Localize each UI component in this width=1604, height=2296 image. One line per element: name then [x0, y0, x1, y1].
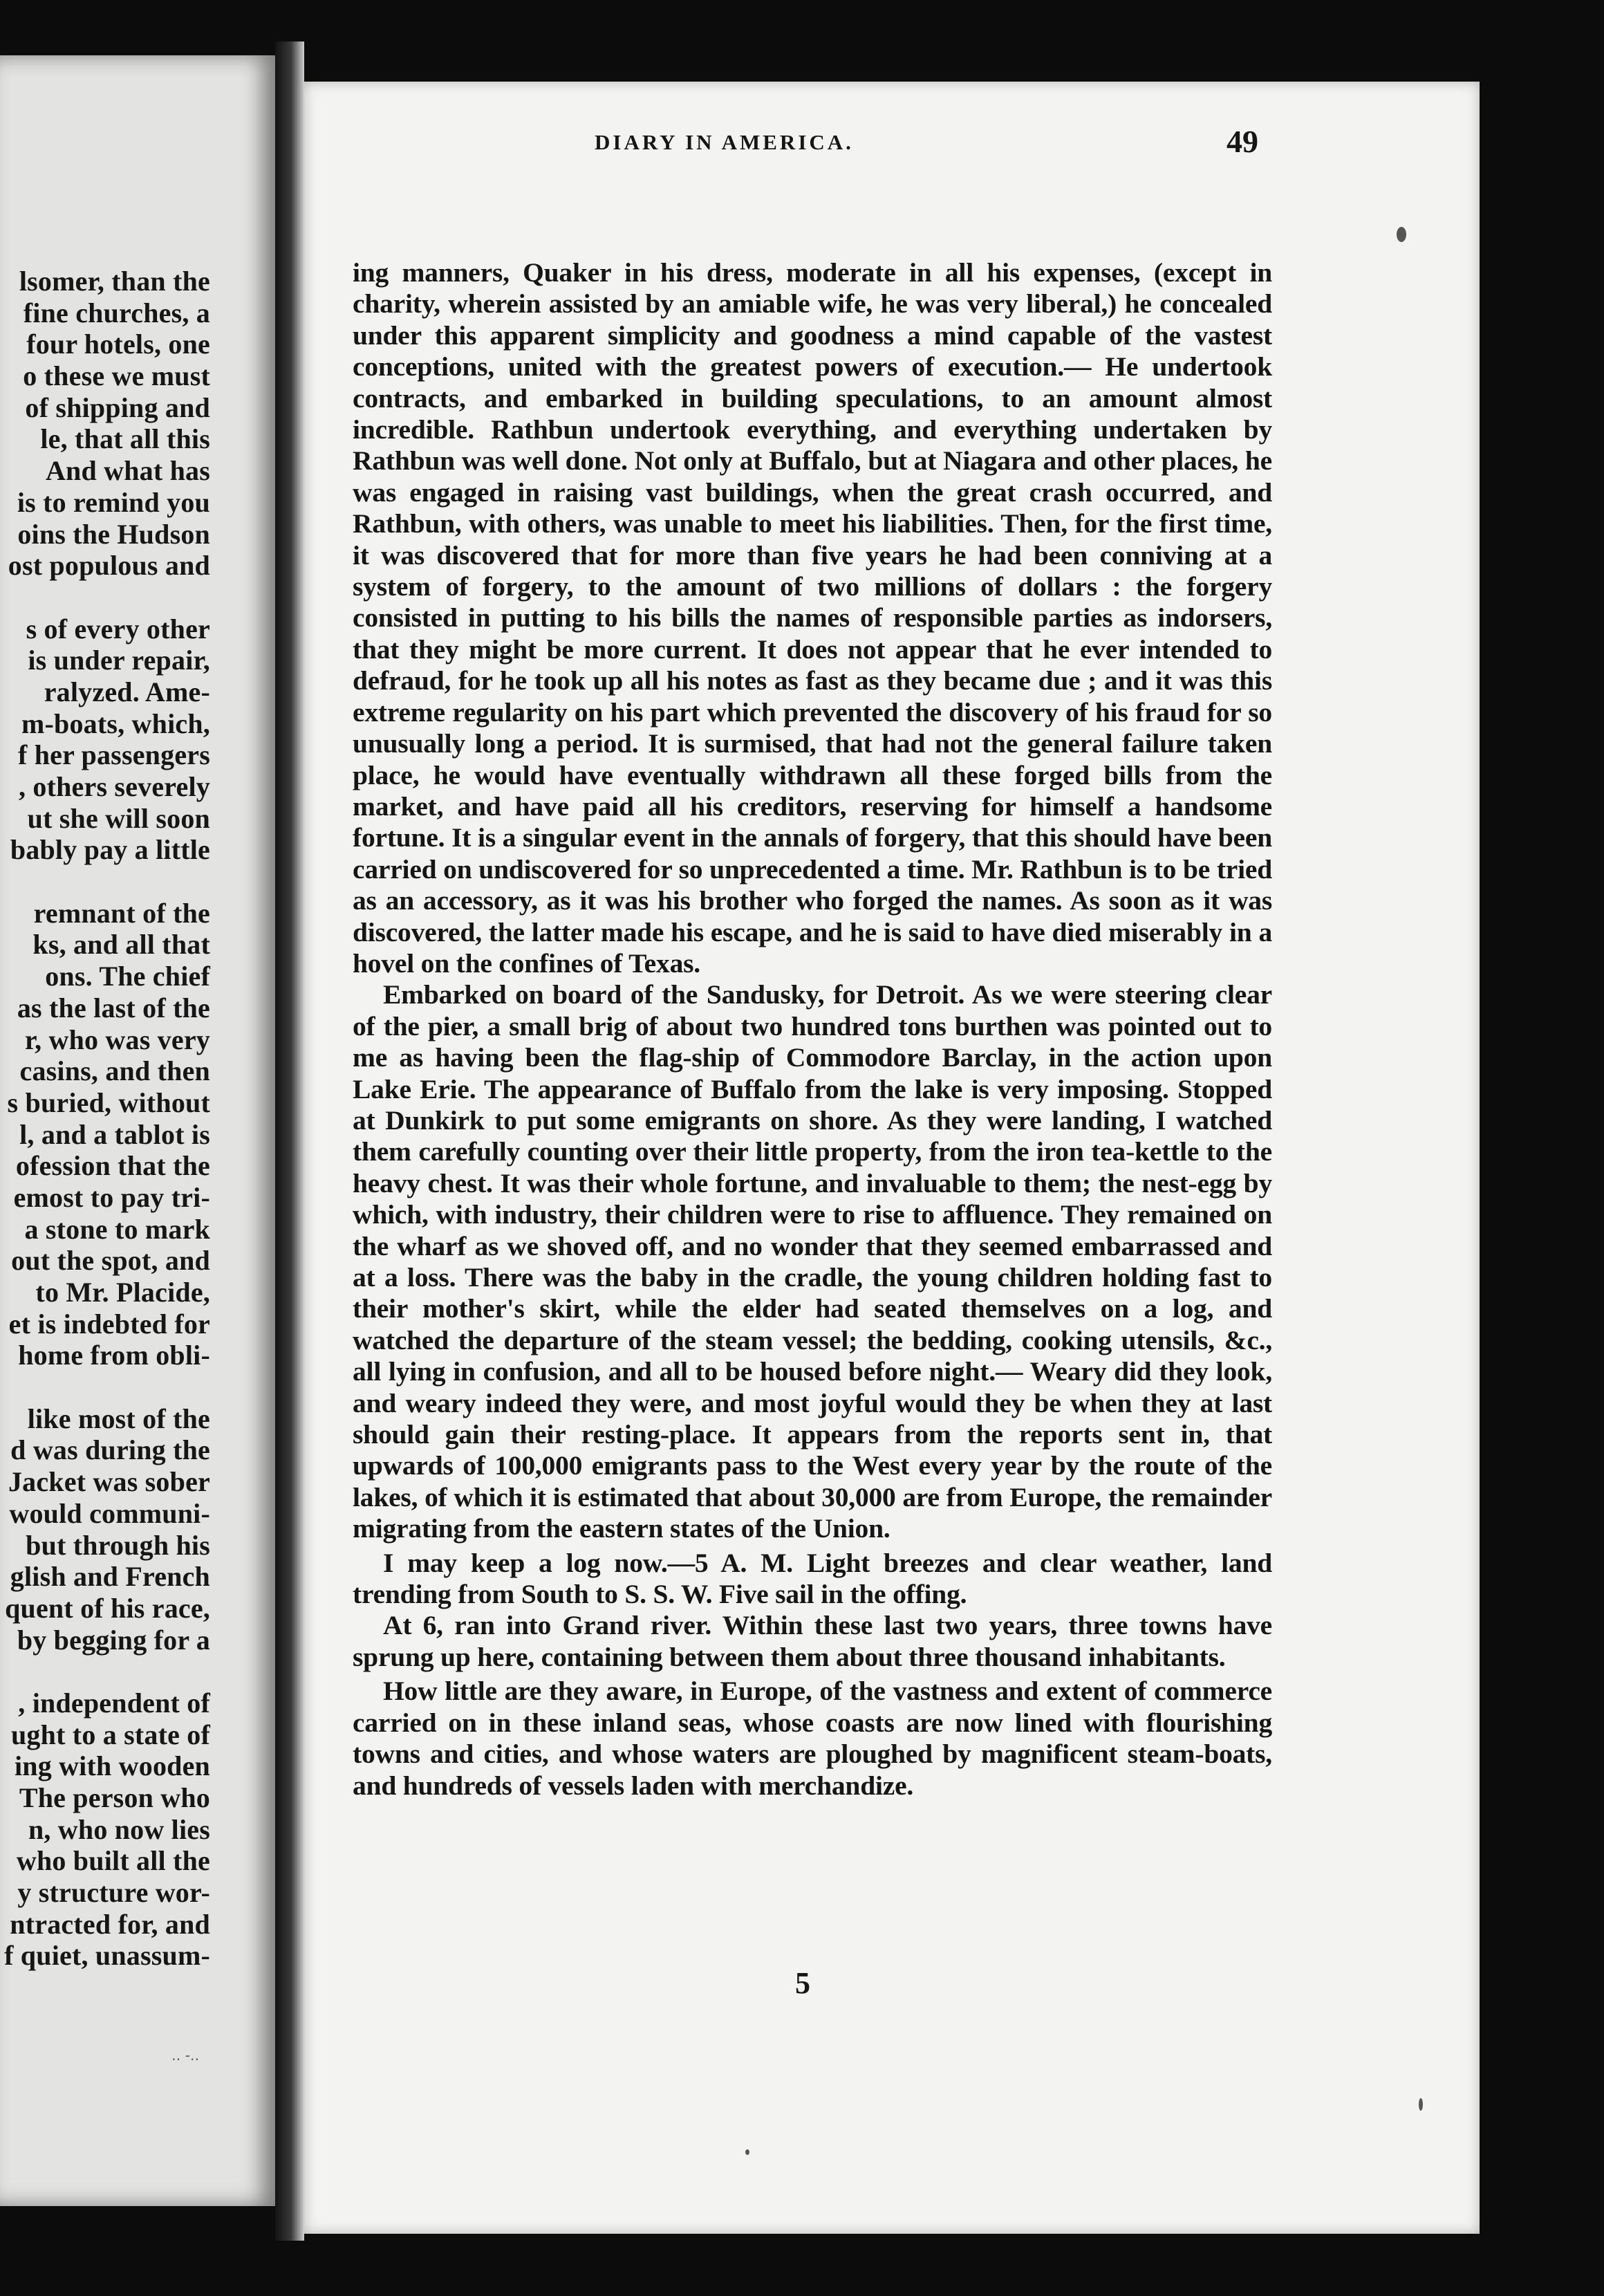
left-page-line: ofession that the	[15, 1150, 210, 1182]
left-page-line: ralyzed. Ame-	[44, 676, 210, 707]
page-speck	[1419, 2098, 1423, 2111]
left-page-line: of shipping and	[25, 391, 210, 423]
left-page-line: by begging for a	[17, 1624, 210, 1656]
left-page-line: l, and a tablot is	[19, 1118, 210, 1150]
left-page-line: glish and French	[10, 1561, 210, 1593]
left-page-line: who built all the	[16, 1845, 210, 1877]
left-page-line: is to remind you	[17, 486, 210, 518]
left-page-line: y structure wor-	[17, 1877, 210, 1909]
left-page-line: ost populous and	[8, 550, 210, 582]
left-page-line: le, that all this	[40, 423, 210, 455]
page-number: 49	[1227, 124, 1258, 159]
page-speck	[1397, 227, 1406, 242]
paragraph: How little are they aware, in Europe, of the vastness and extent of commerce carried on in these inland seas, whose coasts are now lined with flourishing towns and cities, and whose waters are ploughed by magnificent steam-boats, and hundreds of vessels laden with merchandize.	[353, 1676, 1272, 1801]
left-page-line: is under repair,	[28, 645, 210, 676]
paragraph: At 6, ran into Grand river. Within these last two years, three towns have sprung up here, containing between them about three thousand inhabitants.	[353, 1610, 1272, 1672]
left-page-line: home from obli-	[18, 1340, 210, 1371]
page-speck	[745, 2149, 749, 2155]
left-page-line: ing with wooden	[14, 1750, 210, 1782]
left-page-line: as the last of the	[17, 992, 210, 1024]
left-page-line: quent of his race,	[5, 1592, 210, 1624]
left-page-line	[0, 866, 210, 898]
left-page-line: n, who now lies	[28, 1813, 210, 1845]
left-page-smudge: ‥ -‥	[171, 2047, 200, 2064]
left-page-line	[0, 1371, 210, 1403]
left-page-line: , independent of	[18, 1687, 210, 1719]
left-page-line: m-boats, which,	[21, 707, 210, 739]
left-page-line: a stone to mark	[24, 1213, 210, 1245]
left-page-text	[0, 266, 210, 1972]
left-page	[0, 55, 275, 2206]
left-page-line: ks, and all that	[32, 929, 210, 961]
left-page-line: lsomer, than the	[19, 266, 210, 297]
left-page-line: ntracted for, and	[10, 1908, 210, 1940]
signature-mark: 5	[795, 1966, 810, 2000]
left-page-line: et is indebted for	[8, 1308, 210, 1340]
left-page-line: fine churches, a	[23, 297, 210, 328]
paragraph: I may keep a log now.—5 A. M. Light breezes and clear weather, land trending from South to S. S. W. Five sail in the offing.	[353, 1547, 1272, 1610]
running-head	[304, 123, 1258, 159]
left-page-line: but through his	[26, 1529, 210, 1561]
left-page-line: r, who was very	[24, 1024, 210, 1055]
left-page-line: would communi-	[9, 1497, 210, 1529]
left-page-line: casins, and then	[19, 1055, 210, 1087]
left-page-line: like most of the	[27, 1402, 210, 1434]
left-page-line: f quiet, unassum-	[4, 1940, 210, 1972]
paragraph: ing manners, Quaker in his dress, moderate in all his expenses, (except in charity, wherein assisted by an amiable wife, he was very liberal,) he concealed under this apparent simplicity and goodness a mind capable of the vastest conceptions, united with the greatest powers of execution.— He undertook contracts, and embarked in building speculations, to an amount almost incredible. Rathbun undertook everything, and everything undertaken by Rathbun was well done. Not only at Buffalo, but at Niagara and other places, he was engaged in raising vast buildings, when the great crash occurred, and Rathbun, with others, was unable to meet his liabilities. Then, for the first time, it was discovered that for more than five years he had been conniving at a system of forgery, to the amount of two millions of dollars : the forgery consisted in putting to his bills the names of responsible parties as indorsers, that they might be more current. It does not appear that he ever intended to defraud, for he took up all his notes as fast as they became due ; and it was this extreme regularity on his part which prevented the discovery of his fraud for so unusually long a period. It is surmised, that had not the general failure taken place, he would have eventually withdrawn all these forged bills from the market, and have paid all his creditors, reserving for himself a handsome fortune. It is a singular event in the annals of forgery, that this should have been carried on undiscovered for so unprecedented a time. Mr. Rathbun is to be tried as an accessory, as it was his brother who forged the names. As soon as it was discovered, the latter made his escape, and he is said to have died miserably in a hovel on the confines of Texas.	[353, 257, 1272, 979]
left-page-line: four hotels, one	[26, 328, 210, 360]
left-page-line: s of every other	[26, 613, 210, 645]
left-page-line: The person who	[19, 1782, 210, 1813]
left-page-line: Jacket was sober	[8, 1466, 210, 1498]
running-title: DIARY IN AMERICA.	[595, 130, 854, 154]
left-page-line: s buried, without	[7, 1086, 210, 1118]
left-page-line: , others severely	[18, 771, 210, 802]
left-page-line: out the spot, and	[11, 1245, 210, 1277]
left-page-line: ut she will soon	[27, 802, 210, 834]
left-page-line: ons. The chief	[45, 961, 210, 992]
left-page-line	[0, 582, 210, 613]
left-page-line: remnant of the	[33, 897, 210, 929]
left-page-line: to Mr. Placide,	[35, 1277, 210, 1308]
book-gutter	[275, 41, 304, 2241]
left-page-line: And what has	[45, 455, 210, 487]
left-page-line: d was during the	[10, 1434, 210, 1466]
body-text	[353, 257, 1272, 1802]
left-page-line: f her passengers	[17, 739, 210, 771]
left-page-line: bably pay a little	[10, 834, 210, 866]
left-page-line: o these we must	[23, 360, 210, 392]
paragraph: Embarked on board of the Sandusky, for Detroit. As we were steering clear of the pier, a small brig of about two hundred tons burthen was pointed out to me as having been the flag-ship of Commodore Barclay, in the action upon Lake Erie. The appearance of Buffalo from the lake is very imposing. Stopped at Dunkirk to put some emigrants on shore. As they were landing, I watched them carefully counting over their little property, from the iron tea-kettle to the heavy chest. It was their whole fortune, and invaluable to them; the nest-egg by which, with industry, their children were to rise to affluence. They remained on the wharf as we shoved off, and no wonder that they seemed embarrassed and at a loss. There was the baby in the cradle, the young children holding fast to their mother's skirt, while the elder had seated themselves on a log, and watched the departure of the steam vessel; the bedding, cooking utensils, &c., all lying in confusion, and all to be housed before night.— Weary did they look, and weary indeed they were, and most joyful would they be when they at last should gain their resting-place. It appears from the reports sent in, that upwards of 100,000 emigrants pass to the West every year by the route of the lakes, of which it is estimated that about 30,000 are from Europe, the remainder migrating from the eastern states of the Union.	[353, 979, 1272, 1544]
left-page-line: ught to a state of	[10, 1719, 210, 1750]
left-page-line: emost to pay tri-	[13, 1181, 210, 1213]
left-page-line	[0, 1656, 210, 1687]
left-page-line: oins the Hudson	[17, 518, 210, 550]
